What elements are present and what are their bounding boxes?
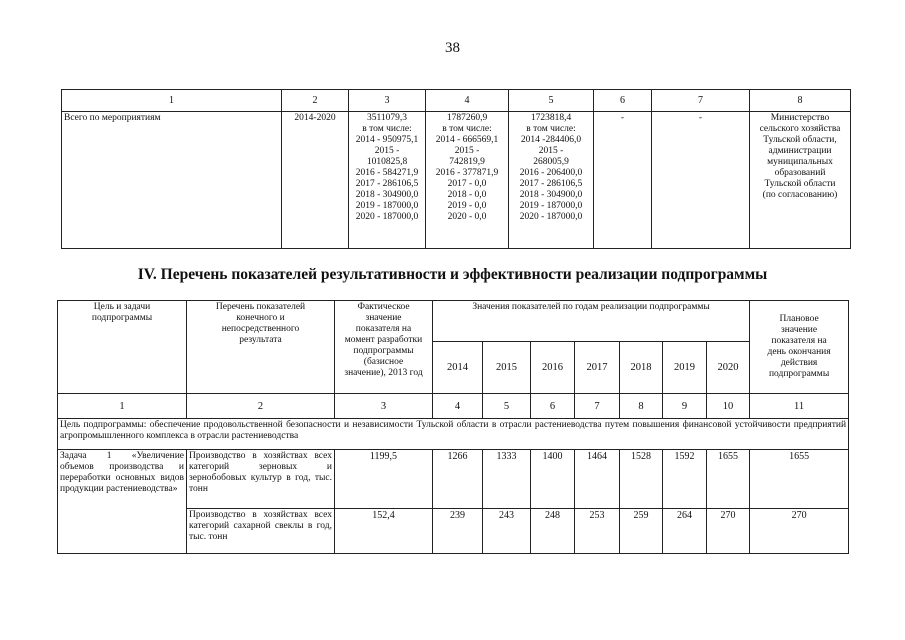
indicator-row-grain: [58, 450, 849, 509]
colnum-1: 1: [58, 394, 187, 419]
year-2019: 2019: [663, 342, 707, 394]
col-header-3: 3: [349, 90, 426, 112]
planned-grain: 1655: [750, 450, 849, 509]
page-number: 38: [445, 40, 460, 56]
indicator-sugar-beet: Производство в хозяйствах всех категорий сахарной свеклы в год, тыс. тонн: [187, 509, 335, 554]
colnum-10: 10: [707, 394, 750, 419]
year-2018: 2018: [620, 342, 663, 394]
total-row: [62, 112, 851, 249]
value-sugar-beet-2015: 243: [483, 509, 531, 554]
total-col8: Министерство сельского хозяйства Тульской области, администрации муниципальных образований Тульской области (по согласованию): [750, 112, 851, 249]
funding-table-header: [62, 90, 851, 112]
goal-text: Цель подпрограммы: обеспечение продовольственной безопасности и независимости Тульской области в отрасли растениеводства путем повышения финансовой устойчивости предприятий агропромышленного комплекса в отрасли растениеводства: [58, 419, 849, 450]
total-col7: -: [652, 112, 750, 249]
value-grain-2018: 1528: [620, 450, 663, 509]
total-label: Всего по мероприятиям: [62, 112, 282, 249]
section-heading: IV. Перечень показателей результативности и эффективности реализации подпрограммы: [137, 266, 768, 283]
col-header-4: 4: [426, 90, 509, 112]
col-header-2: 2: [282, 90, 349, 112]
task-text: Задача 1 «Увеличение объемов производства и переработки основных видов продукции растениеводства»: [58, 450, 187, 554]
colnum-6: 6: [531, 394, 575, 419]
header-years-title: Значения показателей по годам реализации подпрограммы: [433, 301, 750, 342]
planned-sugar-beet: 270: [750, 509, 849, 554]
value-sugar-beet-2018: 259: [620, 509, 663, 554]
colnum-4: 4: [433, 394, 483, 419]
colnum-8: 8: [620, 394, 663, 419]
indicators-table: [57, 300, 849, 554]
total-period: 2014-2020: [282, 112, 349, 249]
header-indicators: Перечень показателей конечного и непосредственного результата: [187, 301, 335, 394]
column-numbers-row: [58, 394, 849, 419]
value-grain-2016: 1400: [531, 450, 575, 509]
col-header-5: 5: [509, 90, 594, 112]
value-grain-2014: 1266: [433, 450, 483, 509]
colnum-2: 2: [187, 394, 335, 419]
total-col3: 3511079,3 в том числе: 2014 - 950975,1 2015 - 1010825,8 2016 - 584271,9 2017 - 286106,5 2018 - 304900,0 2019 - 187000,0 2020 - 187000,0: [349, 112, 426, 249]
year-2015: 2015: [483, 342, 531, 394]
value-grain-2015: 1333: [483, 450, 531, 509]
colnum-3: 3: [335, 394, 433, 419]
total-col6: -: [594, 112, 652, 249]
total-col4: 1787260,9 в том числе: 2014 - 666569,1 2015 - 742819,9 2016 - 377871,9 2017 - 0,0 2018 - 0,0 2019 - 0,0 2020 - 0,0: [426, 112, 509, 249]
value-sugar-beet-2019: 264: [663, 509, 707, 554]
value-grain-2017: 1464: [575, 450, 620, 509]
year-2014: 2014: [433, 342, 483, 394]
funding-table: [61, 89, 851, 249]
col-header-7: 7: [652, 90, 750, 112]
col-header-6: 6: [594, 90, 652, 112]
indicator-grain: Производство в хозяйствах всех категорий зерновых и зернобобовых культур в год, тыс. тонн: [187, 450, 335, 509]
total-col5: 1723818,4 в том числе: 2014 -284406,0 2015 - 268005,9 2016 - 206400,0 2017 - 286106,5 2018 - 304900,0 2019 - 187000,0 2020 - 187000,0: [509, 112, 594, 249]
base-sugar-beet: 152,4: [335, 509, 433, 554]
col-header-1: 1: [62, 90, 282, 112]
colnum-7: 7: [575, 394, 620, 419]
value-sugar-beet-2017: 253: [575, 509, 620, 554]
header-actual: Фактическое значение показателя на момент разработки подпрограммы (базисное значение), 2013 год: [335, 301, 433, 394]
year-2020: 2020: [707, 342, 750, 394]
value-sugar-beet-2016: 248: [531, 509, 575, 554]
value-grain-2019: 1592: [663, 450, 707, 509]
colnum-9: 9: [663, 394, 707, 419]
value-sugar-beet-2014: 239: [433, 509, 483, 554]
header-planned: Плановое значение показателя на день окончания действия подпрограммы: [750, 301, 849, 394]
header-goal: Цель и задачи подпрограммы: [58, 301, 187, 394]
colnum-11: 11: [750, 394, 849, 419]
value-grain-2020: 1655: [707, 450, 750, 509]
year-2017: 2017: [575, 342, 620, 394]
year-2016: 2016: [531, 342, 575, 394]
colnum-5: 5: [483, 394, 531, 419]
value-sugar-beet-2020: 270: [707, 509, 750, 554]
indicators-header-row: [58, 301, 849, 342]
col-header-8: 8: [750, 90, 851, 112]
goal-row: [58, 419, 849, 450]
base-grain: 1199,5: [335, 450, 433, 509]
